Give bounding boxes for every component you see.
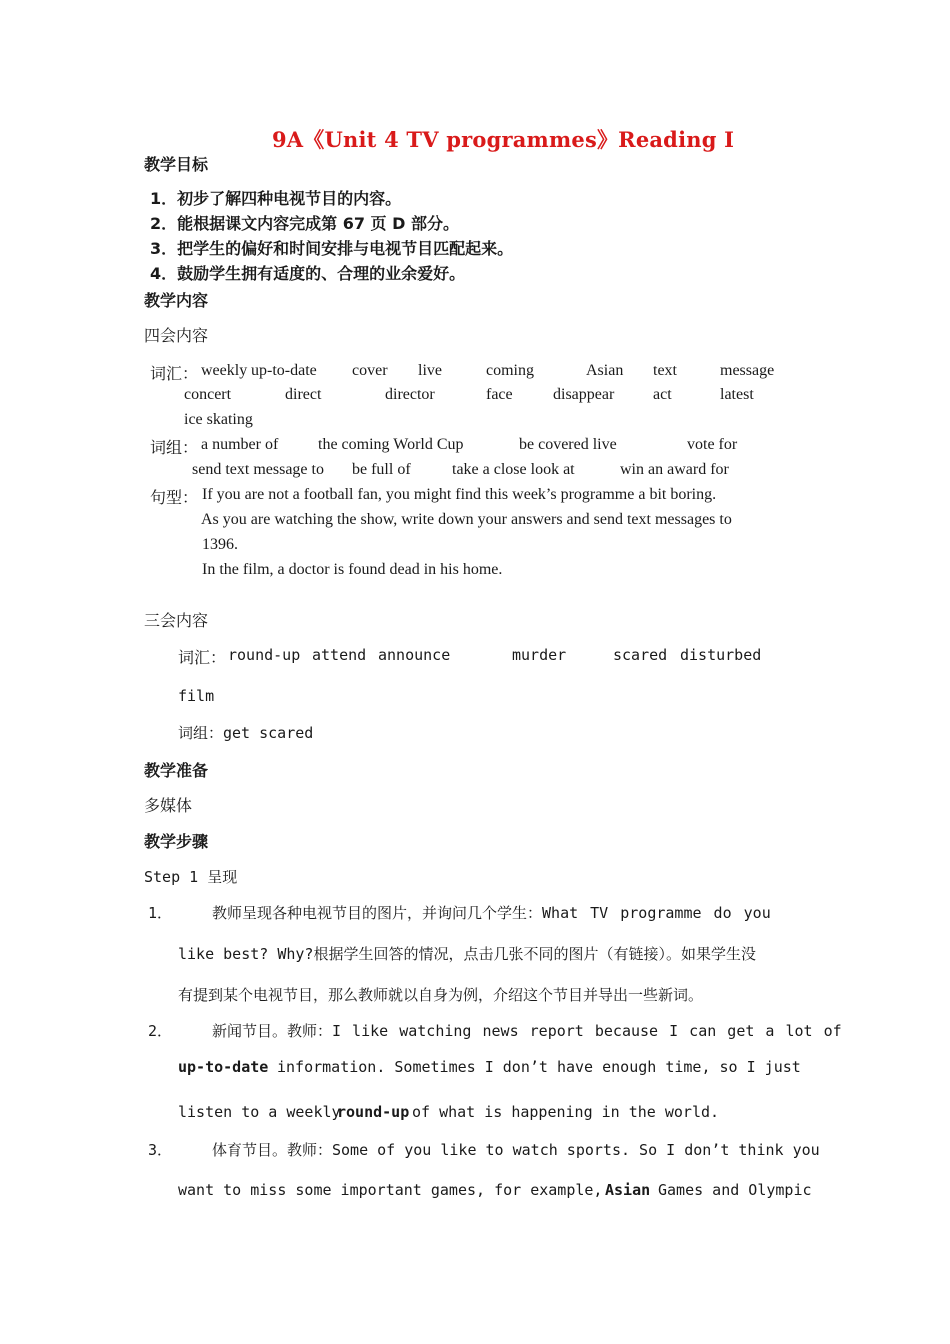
step-text: 体育节目。教师：Some of you like to watch sports. So I don’t think you [212, 1141, 820, 1159]
vocab-word: disappear [553, 386, 615, 403]
goals-heading: 教学目标 [144, 155, 209, 174]
vocab-word: ice skating [184, 411, 253, 428]
step-text: listen to a weekly [178, 1103, 341, 1121]
vocab3-word: disturbed [680, 646, 762, 664]
step-text: information. Sometimes I don’t have enough time, so I just [277, 1058, 801, 1076]
vocab-word: latest [720, 386, 754, 403]
item-number: 1． [148, 904, 173, 922]
vocab-word: cover [352, 362, 388, 379]
phrase-item: take a close look at [452, 461, 575, 478]
step-text: 教师呈现各种电视节目的图片，并询问几个学生：What TV programme do you [212, 904, 771, 922]
vocab-word: coming [486, 362, 534, 379]
page-title: 9A《Unit 4 TV programmes》Reading Ⅰ [272, 127, 735, 152]
phrase-item: a number of [201, 436, 279, 453]
vocab-word: concert [184, 386, 232, 403]
goal-item: 2．能根据课文内容完成第 67 页 D 部分。 [150, 214, 459, 233]
vocab-word: message [720, 362, 775, 379]
prep-heading: 教学准备 [144, 761, 209, 780]
vocab-word: face [486, 386, 513, 403]
phrase3: 词组：get scared [178, 724, 314, 742]
vocab-word: up-to-date [251, 362, 317, 379]
sentence: In the film, a doctor is found dead in his home. [202, 561, 503, 578]
vocab3-word: murder [512, 646, 567, 664]
phrase-item: send text message to [192, 461, 324, 478]
phrase-item: be covered live [519, 436, 617, 453]
vocab3-word: scared [613, 646, 668, 664]
goal-item: 4．鼓励学生拥有适度的、合理的业余爱好。 [150, 264, 466, 283]
vocab3-word: attend [312, 646, 367, 664]
item-number: 2． [148, 1022, 173, 1040]
vocab3-word: film [178, 687, 215, 705]
four-skills-label: 四会内容 [144, 326, 209, 345]
vocab-word: Asian [586, 362, 624, 379]
vocab3-word: announce [378, 646, 451, 664]
three-skills-label: 三会内容 [144, 611, 209, 630]
vocab-word: act [653, 386, 672, 403]
sentence: 1396. [202, 536, 238, 553]
phrase-item: win an award for [620, 461, 729, 478]
step-text: Games and Olympic [658, 1181, 812, 1199]
step-text: of what is happening in the world. [412, 1103, 720, 1121]
prep-text: 多媒体 [144, 796, 193, 815]
phrase-item: the coming World Cup [318, 436, 464, 453]
sentence: As you are watching the show, write down your answers and send text messages to [201, 511, 732, 528]
steps-heading: 教学步骤 [144, 832, 209, 851]
phrase-label: 词组： [150, 438, 199, 457]
vocab3-word: round-up [228, 646, 301, 664]
keyword: round-up [337, 1103, 410, 1121]
phrase-item: vote for [687, 436, 738, 453]
vocab-word: director [385, 386, 435, 403]
phrase-item: be full of [352, 461, 411, 478]
step-text: want to miss some important games, for example, [178, 1181, 603, 1199]
step-text: 有提到某个电视节目，那么教师就以自身为例，介绍这个节目并导出一些新词。 [178, 986, 704, 1004]
vocab3-label: 词汇： [178, 648, 227, 667]
step1-label: Step 1 呈现 [144, 868, 238, 886]
sentence: If you are not a football fan, you might find this week’s programme a bit boring. [202, 486, 717, 503]
vocab-word: live [418, 362, 442, 379]
vocab-word: direct [285, 386, 322, 403]
vocab-word: weekly [201, 362, 248, 379]
item-number: 3． [148, 1141, 173, 1159]
step-text: 新闻节目。教师：I like watching news report because I can get a lot of [212, 1022, 842, 1040]
step-text: like best? Why?根据学生回答的情况，点击几张不同的图片（有链接）。如果学生没 [178, 945, 756, 963]
content-heading: 教学内容 [144, 291, 209, 310]
sentence-label: 句型： [150, 488, 199, 507]
vocab-label: 词汇： [150, 364, 199, 383]
goal-item: 1．初步了解四种电视节目的内容。 [150, 189, 402, 208]
goal-item: 3．把学生的偏好和时间安排与电视节目匹配起来。 [150, 239, 514, 258]
vocab-word: text [653, 362, 677, 379]
keyword: Asian [605, 1181, 651, 1199]
keyword: up-to-date [178, 1058, 269, 1076]
